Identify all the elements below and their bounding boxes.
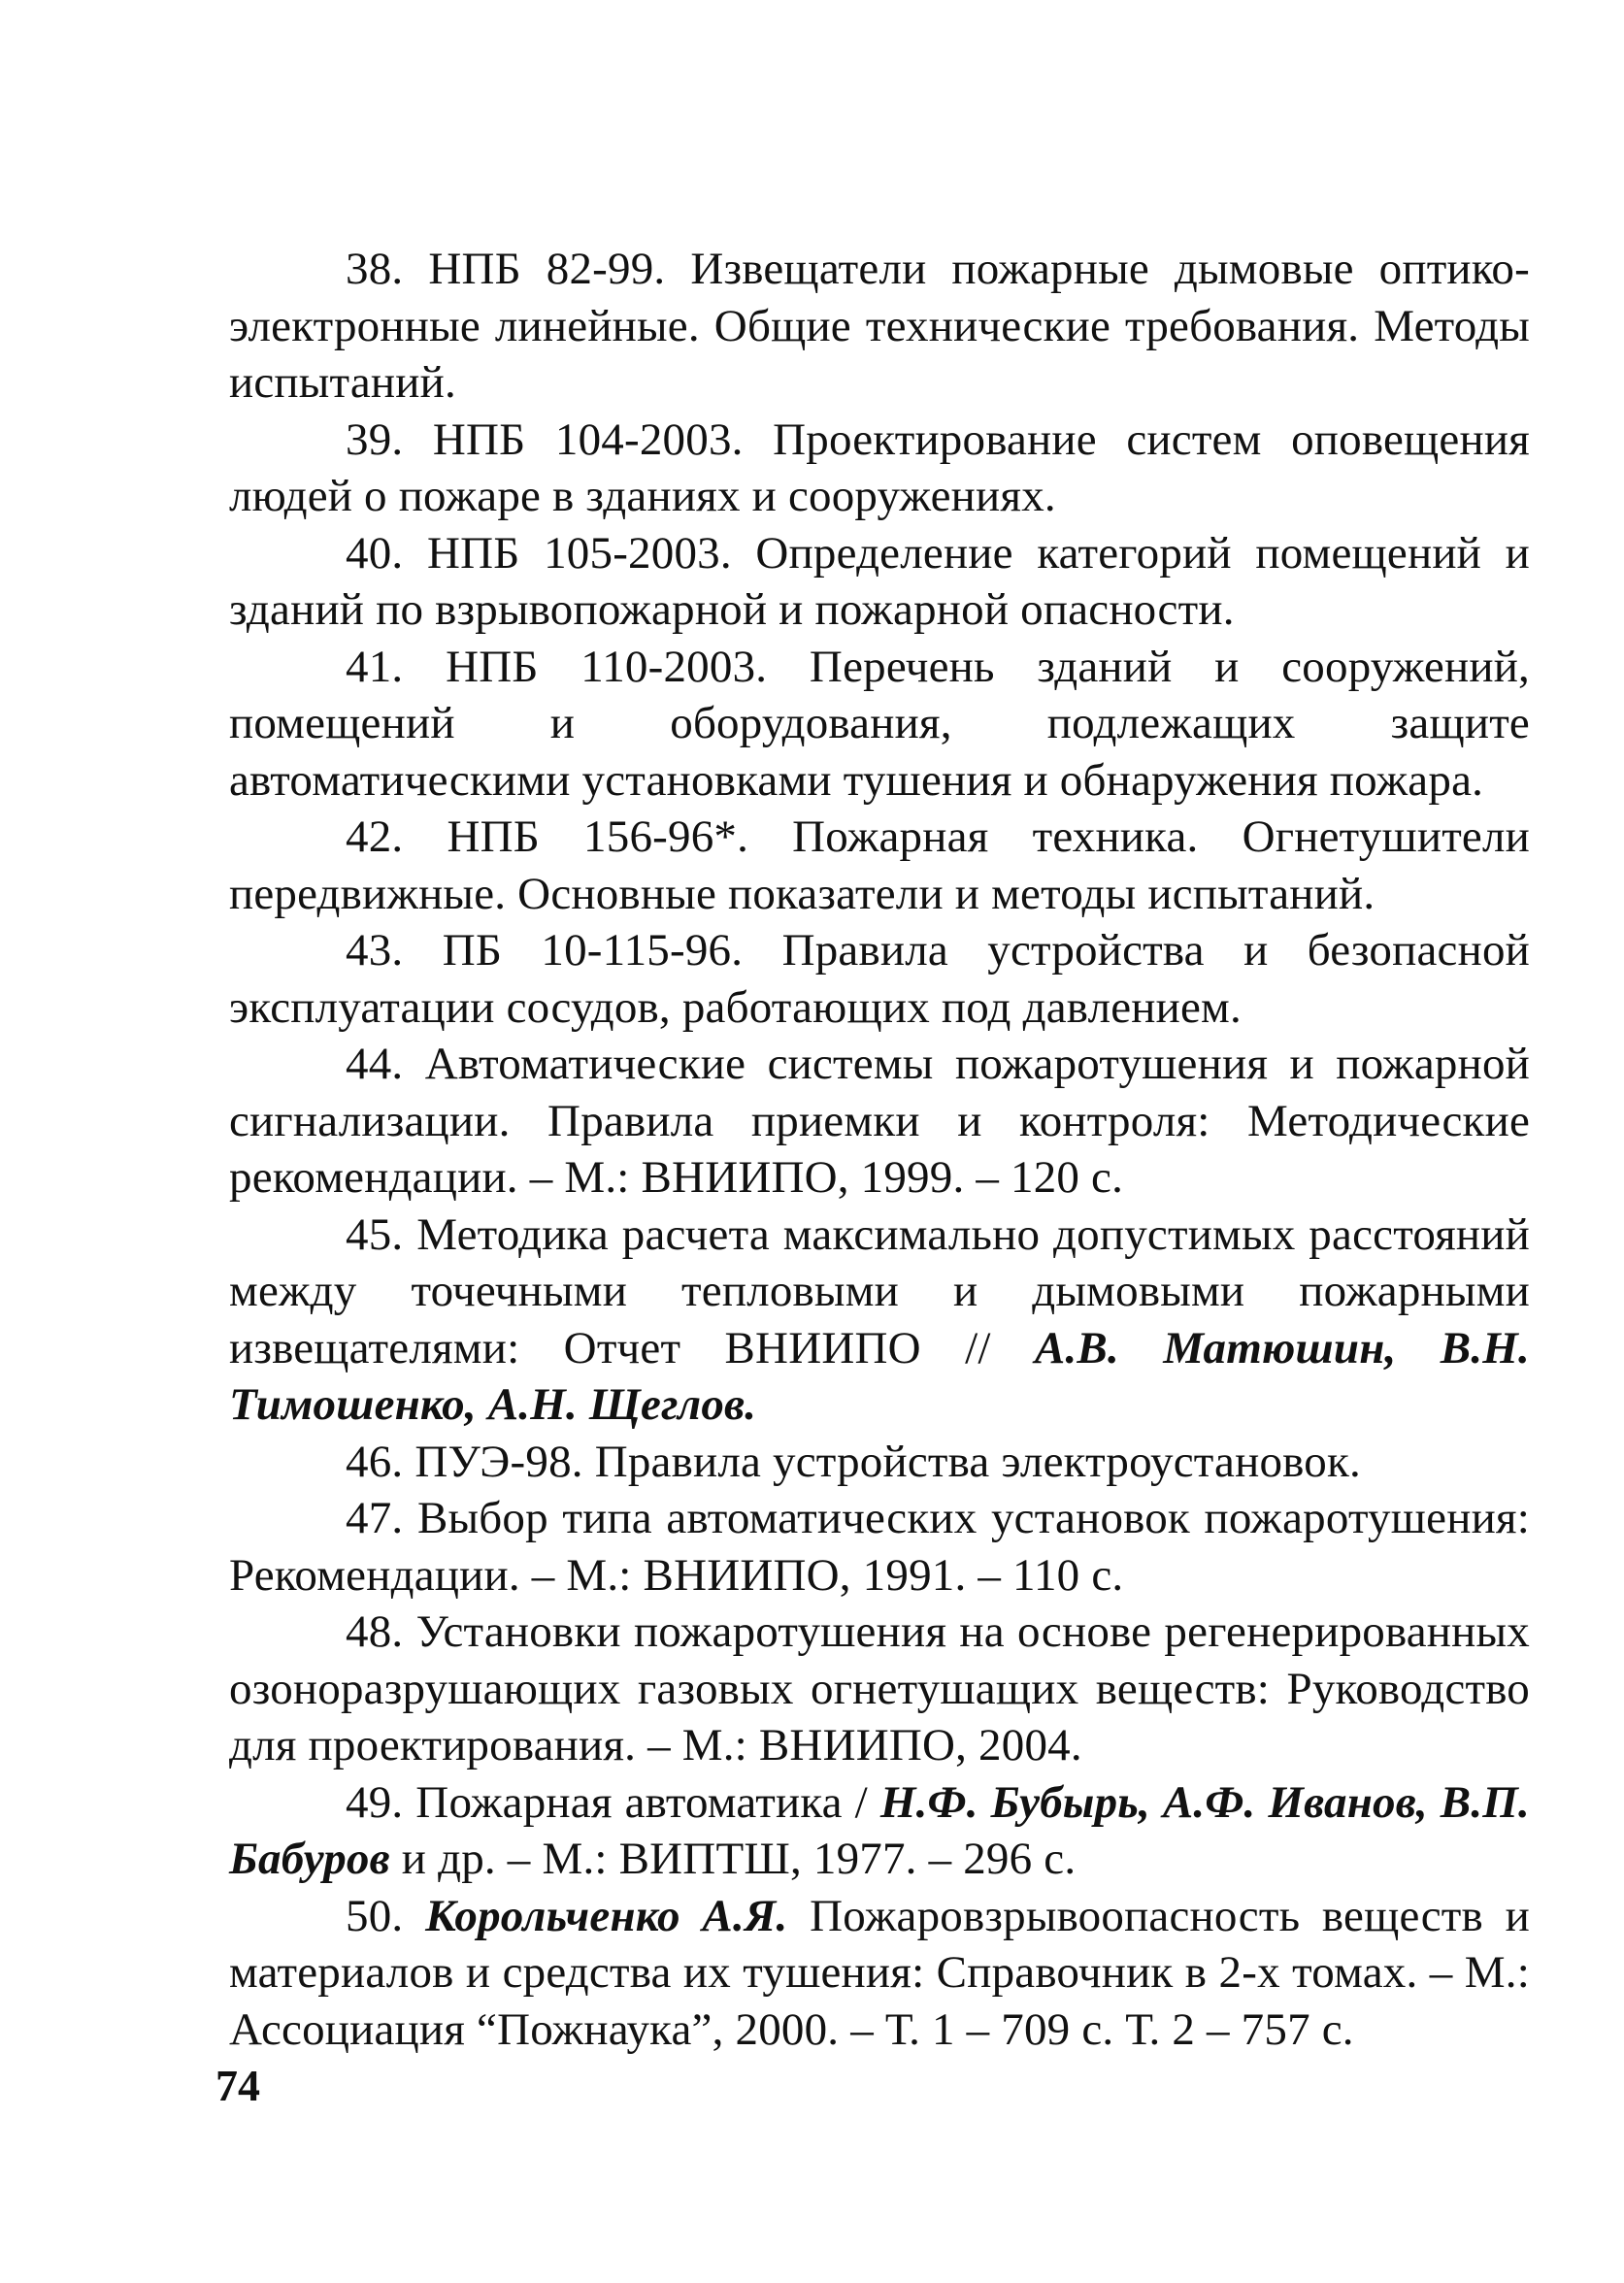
reference-number: 38.	[346, 244, 404, 294]
reference-entry	[229, 525, 1530, 639]
reference-author: Н.Ф. Бубырь, А.Ф. Иванов, В.П. Бабуров	[229, 1776, 1531, 1884]
reference-entry	[229, 1888, 1530, 2059]
reference-number: 50.	[346, 1890, 404, 1941]
reference-number: 46.	[346, 1436, 404, 1487]
page-number: 74	[215, 2061, 260, 2110]
reference-text: НПБ 82-99. Извещатели пожарные дымовые оптико-электронные линейные. Общие технические требования. Методы испытаний.	[229, 244, 1530, 408]
reference-text: ПБ 10-115-96. Правила устройства и безопасной эксплуатации сосудов, работающих под давлением.	[229, 925, 1530, 1033]
reference-text: НПБ 104-2003. Проектирование систем оповещения людей о пожаре в зданиях и сооружениях.	[229, 414, 1530, 521]
reference-text: НПБ 105-2003. Определение категорий помещений и зданий по взрывопожарной и пожарной опасности.	[229, 527, 1530, 635]
reference-author: А.В. Матюшин, В.Н. Тимошенко, А.Н. Щеглов.	[229, 1322, 1530, 1430]
reference-number: 49.	[346, 1776, 404, 1828]
reference-text: Установки пожаротушения на основе регенерированных озоноразрушающих газовых огнетушащих веществ: Руководство для проектирования. – М.: ВНИИПО, 2004.	[229, 1606, 1530, 1770]
reference-text: ПУЭ-98. Правила устройства электроустановок.	[414, 1436, 1361, 1487]
reference-entry	[229, 1434, 1530, 1491]
reference-author: Корольченко А.Я.	[425, 1890, 788, 1941]
reference-text: Пожаровзрывоопасность веществ и материалов и средства их тушения: Справочник в 2-х томах. – М.: Ассоциация “Пожнаука”, 2000. – Т. 1 – 709 с. Т. 2 – 757 с.	[229, 1890, 1531, 2055]
reference-text: и др. – М.: ВИПТШ, 1977. – 296 с.	[389, 1834, 1077, 1884]
reference-text: Пожарная автоматика /	[415, 1776, 880, 1828]
reference-entry	[229, 922, 1530, 1036]
reference-entry	[229, 1774, 1530, 1888]
reference-entry	[229, 1036, 1530, 1207]
reference-entry	[229, 809, 1530, 922]
reference-text: НПБ 110-2003. Перечень зданий и сооружений, помещений и оборудования, подлежащих защите автоматическими установками тушения и обнаружения пожара.	[229, 641, 1530, 806]
reference-number: 47.	[346, 1493, 404, 1543]
reference-text: НПБ 156-96*. Пожарная техника. Огнетушители передвижные. Основные показатели и методы испытаний.	[229, 811, 1531, 919]
reference-text: Выбор типа автоматических установок пожаротушения: Рекомендации. – М.: ВНИИПО, 1991. – 110 с.	[229, 1493, 1530, 1601]
reference-text: Методика расчета максимально допустимых расстояний между точечными тепловыми и дымовыми пожарными извещателями: Отчет ВНИИПО //	[229, 1208, 1530, 1373]
reference-entry	[229, 639, 1530, 810]
reference-number: 48.	[346, 1606, 404, 1657]
reference-number: 40.	[346, 527, 404, 579]
reference-list	[229, 241, 1530, 2058]
reference-text: Автоматические системы пожаротушения и пожарной сигнализации. Правила приемки и контроля: Методические рекомендации. – М.: ВНИИПО, 1999. – 120 с.	[229, 1039, 1530, 1203]
reference-entry	[229, 1490, 1530, 1604]
reference-entry	[229, 241, 1530, 412]
reference-entry	[229, 1207, 1530, 1434]
reference-entry	[229, 412, 1530, 525]
reference-number: 39.	[346, 414, 404, 465]
reference-number: 45.	[346, 1208, 404, 1260]
reference-number: 43.	[346, 925, 404, 976]
reference-entry	[229, 1604, 1530, 1774]
reference-number: 44.	[346, 1039, 404, 1089]
reference-number: 42.	[346, 811, 404, 862]
reference-number: 41.	[346, 641, 404, 692]
